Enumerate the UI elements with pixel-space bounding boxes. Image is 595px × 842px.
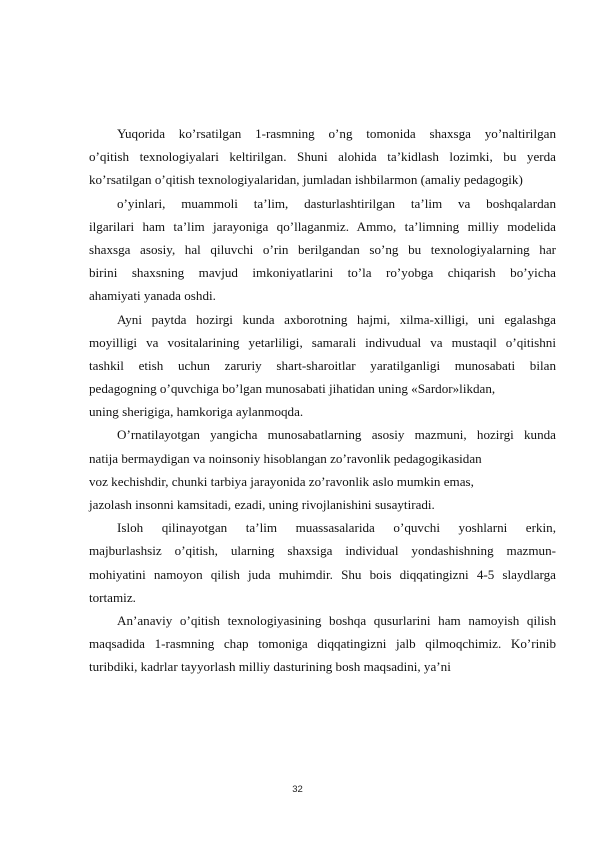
text-line: Yuqorida ko’rsatilgan 1-rasmning o’ng tomonida shaxsga yo’naltirilgan (117, 126, 556, 141)
text-line: o’qitish texnologiyalari keltirilgan. Shuni alohida ta’kidlash lozimki, bu yerda (89, 149, 556, 165)
text-line: natija bermaydigan va noinsoniy hisoblangan zo’ravonlik pedagogikasidan (89, 450, 482, 466)
page-number: 32 (292, 784, 303, 795)
text-line: turibdiki, kadrlar tayyorlash milliy dasturining bosh maqsadini, ya’ni (89, 659, 451, 675)
text-line: tortamiz. (89, 589, 136, 605)
text-line: Ayni paytda hozirgi kunda axborotning hajmi, xilma-xilligi, uni egalashga (117, 311, 556, 327)
text-line: voz kechishdir, chunki tarbiya jarayonida zo’ravonlik aslo mumkin emas, (89, 473, 474, 489)
text-line: An’anaviy o’qitish texnologiyasining boshqa qusurlarini ham namoyish qilish (117, 612, 556, 628)
body-text (89, 122, 556, 679)
text-line: pedagogning o’quvchiga bo’lgan munosabati jihatidan uning «Sardor»likdan, (89, 381, 496, 397)
text-line: ilgarilari ham ta’lim jarayoniga qo’llaganmiz. Ammo, ta’limning milliy modelida (89, 218, 556, 234)
text-line: tashkil etish uchun zaruriy shart-sharoitlar yaratilganligi munosabati bilan (89, 357, 556, 373)
text-line: Isloh qilinayotgan ta’lim muassasalarida o’quvchi yoshlarni erkin, (117, 520, 556, 536)
text-line: moyilligi va vositalarining yetarliligi, samarali indivudual va mustaqil o’qitishni (89, 334, 556, 350)
text-line: O’rnatilayotgan yangicha munosabatlarning asosiy mazmuni, hozirgi kunda (117, 427, 556, 443)
text-line: majburlashsiz o’qitish, ularning shaxsiga individual yondashishning mazmun- (89, 543, 556, 559)
text-line: jazolash insonni kamsitadi, ezadi, uning rivojlanishini susaytiradi. (89, 497, 435, 512)
text-line: shaxsga asosiy, hal qiluvchi o’rin berilgandan so’ng bu texnologiyalarning har (89, 241, 556, 257)
text-line: o’yinlari, muammoli ta’lim, dasturlashtirilgan ta’lim va boshqalardan (117, 195, 556, 211)
text-line: birini shaxsning mavjud imkoniyatlarini to’la ro’yobga chiqarish bo’yicha (89, 265, 556, 281)
text-line: maqsadida 1-rasmning chap tomoniga diqqatingizni jalb qilmoqchimiz. Ko’rinib (89, 636, 556, 652)
text-line: ko’rsatilgan o’qitish texnologiyalaridan, jumladan ishbilarmon (amaliy pedagogik) (89, 172, 523, 188)
text-line: mohiyatini namoyon qilish juda muhimdir. Shu bois diqqatingizni 4-5 slaydlarga (89, 566, 556, 582)
text-line: uning sherigiga, hamkoriga aylanmoqda. (89, 404, 304, 420)
text-line: ahamiyati yanada oshdi. (89, 288, 216, 304)
